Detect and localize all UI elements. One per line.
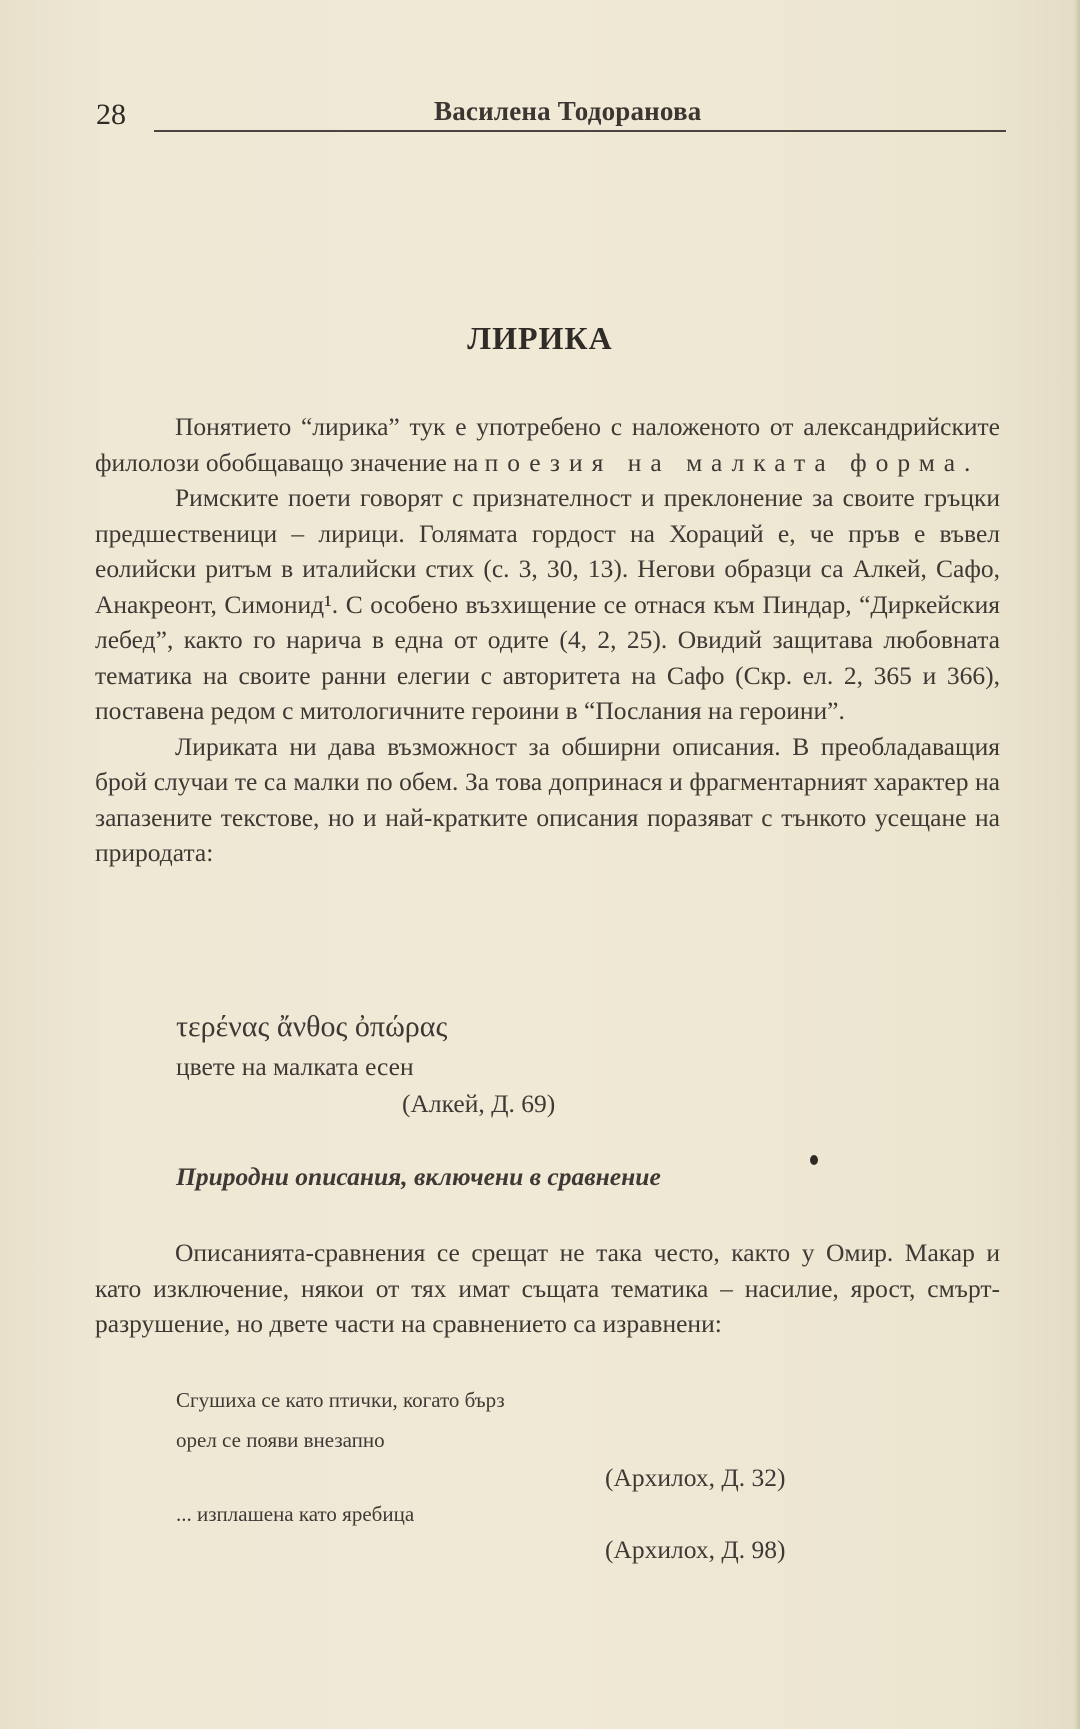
- verse-translation: цвете на малката есен: [176, 1052, 414, 1081]
- greek-verse: τερένας ἄνθος ὀπώρας: [176, 1010, 448, 1043]
- chapter-title: ЛИРИКА: [467, 320, 613, 356]
- paragraph-roman-poets: Римските поети говорят с признателност и преклонение за своите гръцки предшественици – лирици. Голямата гордост на Хораций е, че пръв е въвел еолийски ритъм в италийски стих (с. 3, 30, 13). Негови образци са Алкей, Сафо, Анакреонт, Симонид¹. С особено възхищение се отнася към Пиндар, “Диркейския лебед”, както го нарича в една от одите (4, 2, 25). Овидий защитава любовната тематика на своите ранни елегии с авторитета на Сафо (Скр. ел. 2, 365 и 366), поставена редом с митологичните героини в “Послания на героини”.: [95, 483, 1000, 725]
- body-text-block-1: [95, 409, 1000, 871]
- ink-dot: [810, 1155, 818, 1165]
- page-number: 28: [96, 98, 126, 131]
- paragraph-lyric-definition: [95, 409, 1000, 480]
- paragraph-text: Понятието “лирика” тук е употребено с наложеното от александрийските филолози обобщаващо значение на: [95, 412, 1000, 477]
- page-edge-shadow: [1074, 0, 1080, 1729]
- running-title: Василена Тодоранова: [434, 96, 702, 126]
- verse-source: (Алкей, Д. 69): [402, 1089, 556, 1118]
- quote-source: (Архилох, Д. 98): [605, 1535, 786, 1564]
- running-head: [96, 92, 1006, 136]
- header-rule: [154, 130, 1006, 132]
- quote-source: (Архилох, Д. 32): [605, 1463, 786, 1492]
- paragraph-comparisons: Описанията-сравнения се срещат не така често, както у Омир. Макар и като изключение, някои от тях имат същата тематика – насилие, ярост, смърт-разрушение, но двете части на сравнението са изравнени:: [95, 1238, 1000, 1338]
- spaced-emphasis: поезия на малката форма: [484, 447, 965, 477]
- quote-line: орел се появи внезапно: [176, 1428, 385, 1452]
- body-text-block-2: [95, 1235, 1000, 1342]
- quote-line: Сгушиха се като птички, когато бърз: [176, 1388, 505, 1412]
- paragraph-lyric-descriptions: Лириката ни дава възможност за обширни описания. В преобладаващия брой случаи те са малки по обем. За това допринася и фрагментарният характер на запазените текстове, но и най-кратките описания поразяват с тънкото усещане на природата:: [95, 731, 1000, 867]
- paragraph-text: .: [964, 447, 971, 477]
- section-heading: Природни описания, включени в сравнение: [176, 1162, 661, 1191]
- quote-line: ... изплашена като яребица: [176, 1502, 415, 1526]
